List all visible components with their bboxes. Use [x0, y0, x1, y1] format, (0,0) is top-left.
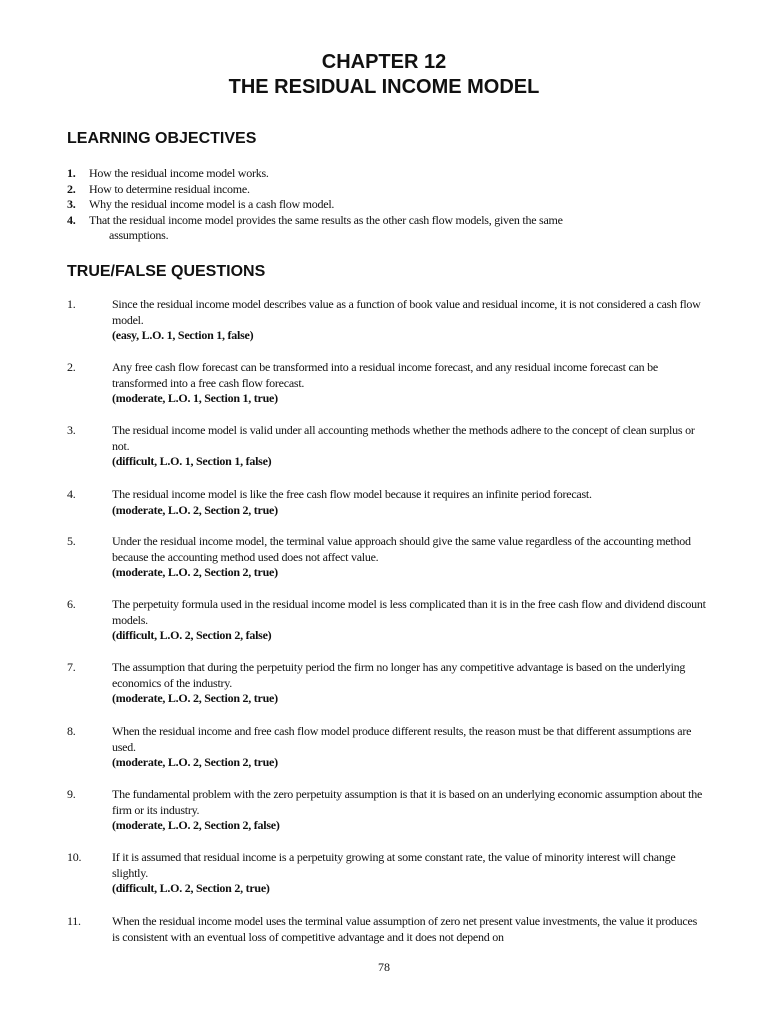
- question-item: [67, 360, 707, 407]
- question-text: When the residual income and free cash flow model produce different results, the reason must be that different assumptions are used.: [112, 724, 692, 754]
- question-item: [67, 787, 707, 834]
- question-answer-meta: (difficult, L.O. 2, Section 2, false): [112, 628, 272, 642]
- list-item-number: 1.: [67, 166, 76, 180]
- list-item-text: How the residual income model works.: [89, 166, 269, 180]
- question-answer-meta: (difficult, L.O. 1, Section 1, false): [112, 454, 272, 468]
- list-item: [67, 182, 707, 198]
- question-number: 1.: [67, 297, 76, 311]
- question-item: [67, 850, 707, 897]
- chapter-title: THE RESIDUAL INCOME MODEL: [228, 76, 540, 98]
- question-answer-meta: (moderate, L.O. 2, Section 2, false): [112, 818, 280, 832]
- question-text: The fundamental problem with the zero perpetuity assumption is that it is based on an underlying economic assumption about the firm or its industry.: [112, 787, 703, 817]
- chapter-number: CHAPTER 12: [321, 51, 447, 73]
- question-number: 10.: [67, 850, 82, 864]
- page-number: 78: [378, 960, 390, 974]
- list-item-number: 2.: [67, 181, 76, 196]
- question-text: Any free cash flow forecast can be transformed into a residual income forecast, and any residual income forecast can be transformed into a free cash flow forecast.: [112, 360, 658, 390]
- question-number: 5.: [67, 534, 76, 548]
- question-answer-meta: (easy, L.O. 1, Section 1, false): [112, 328, 254, 342]
- question-item: [67, 660, 707, 707]
- list-item: [67, 213, 707, 244]
- question-answer-meta: (moderate, L.O. 1, Section 1, true): [112, 391, 278, 405]
- question-number: 3.: [67, 423, 76, 437]
- list-item-text: Why the residual income model is a cash flow model.: [89, 197, 335, 211]
- question-number: 2.: [67, 360, 76, 374]
- question-text: Under the residual income model, the terminal value approach should give the same value regardless of the accounting method because the accounting method used does not affect value.: [112, 534, 691, 564]
- learning-objectives-heading: LEARNING OBJECTIVES: [67, 130, 257, 147]
- list-item-number: 3.: [67, 197, 76, 211]
- question-answer-meta: (difficult, L.O. 2, Section 2, true): [112, 881, 270, 895]
- list-item-text-continued: assumptions.: [109, 228, 169, 242]
- question-answer-meta: (moderate, L.O. 2, Section 2, true): [112, 755, 278, 769]
- list-item: [67, 166, 707, 182]
- question-text: Since the residual income model describes value as a function of book value and residual income, it is not considered a cash flow model.: [112, 297, 701, 327]
- question-text: When the residual income model uses the terminal value assumption of zero net present value investments, the value it produces is consistent with an eventual loss of competitive advantage and it does not depend on: [112, 914, 697, 944]
- question-answer-meta: (moderate, L.O. 2, Section 2, true): [112, 502, 278, 517]
- question-item: [67, 487, 707, 518]
- question-text: The residual income model is valid under all accounting methods whether the methods adhere to the concept of clean surplus or not.: [112, 423, 695, 453]
- question-item: [67, 597, 707, 644]
- question-number: 11.: [67, 914, 81, 928]
- true-false-heading: TRUE/FALSE QUESTIONS: [67, 263, 266, 280]
- question-text: The perpetuity formula used in the residual income model is less complicated than it is in the free cash flow and dividend discount models.: [112, 597, 706, 627]
- question-answer-meta: (moderate, L.O. 2, Section 2, true): [112, 691, 278, 705]
- list-item-text: That the residual income model provides the same results as the other cash flow models, given the same: [89, 212, 563, 227]
- question-number: 4.: [67, 487, 76, 501]
- question-item: [67, 534, 707, 581]
- question-answer-meta: (moderate, L.O. 2, Section 2, true): [112, 565, 278, 579]
- list-item-number: 4.: [67, 212, 76, 227]
- question-number: 7.: [67, 660, 76, 674]
- question-text: The assumption that during the perpetuity period the firm no longer has any competitive advantage is based on the underlying economics of the industry.: [112, 660, 686, 690]
- question-text: The residual income model is like the free cash flow model because it requires an infinite period forecast.: [112, 487, 592, 501]
- question-text: If it is assumed that residual income is a perpetuity growing at some constant rate, the value of minority interest will change slightly.: [112, 850, 676, 880]
- question-item: [67, 914, 707, 945]
- list-item-text: How to determine residual income.: [89, 181, 250, 196]
- question-number: 8.: [67, 724, 76, 738]
- question-item: [67, 423, 707, 470]
- list-item: [67, 197, 707, 213]
- question-number: 9.: [67, 787, 76, 801]
- learning-objectives-list: [67, 166, 707, 244]
- question-item: [67, 297, 707, 344]
- question-item: [67, 724, 707, 771]
- question-number: 6.: [67, 597, 76, 611]
